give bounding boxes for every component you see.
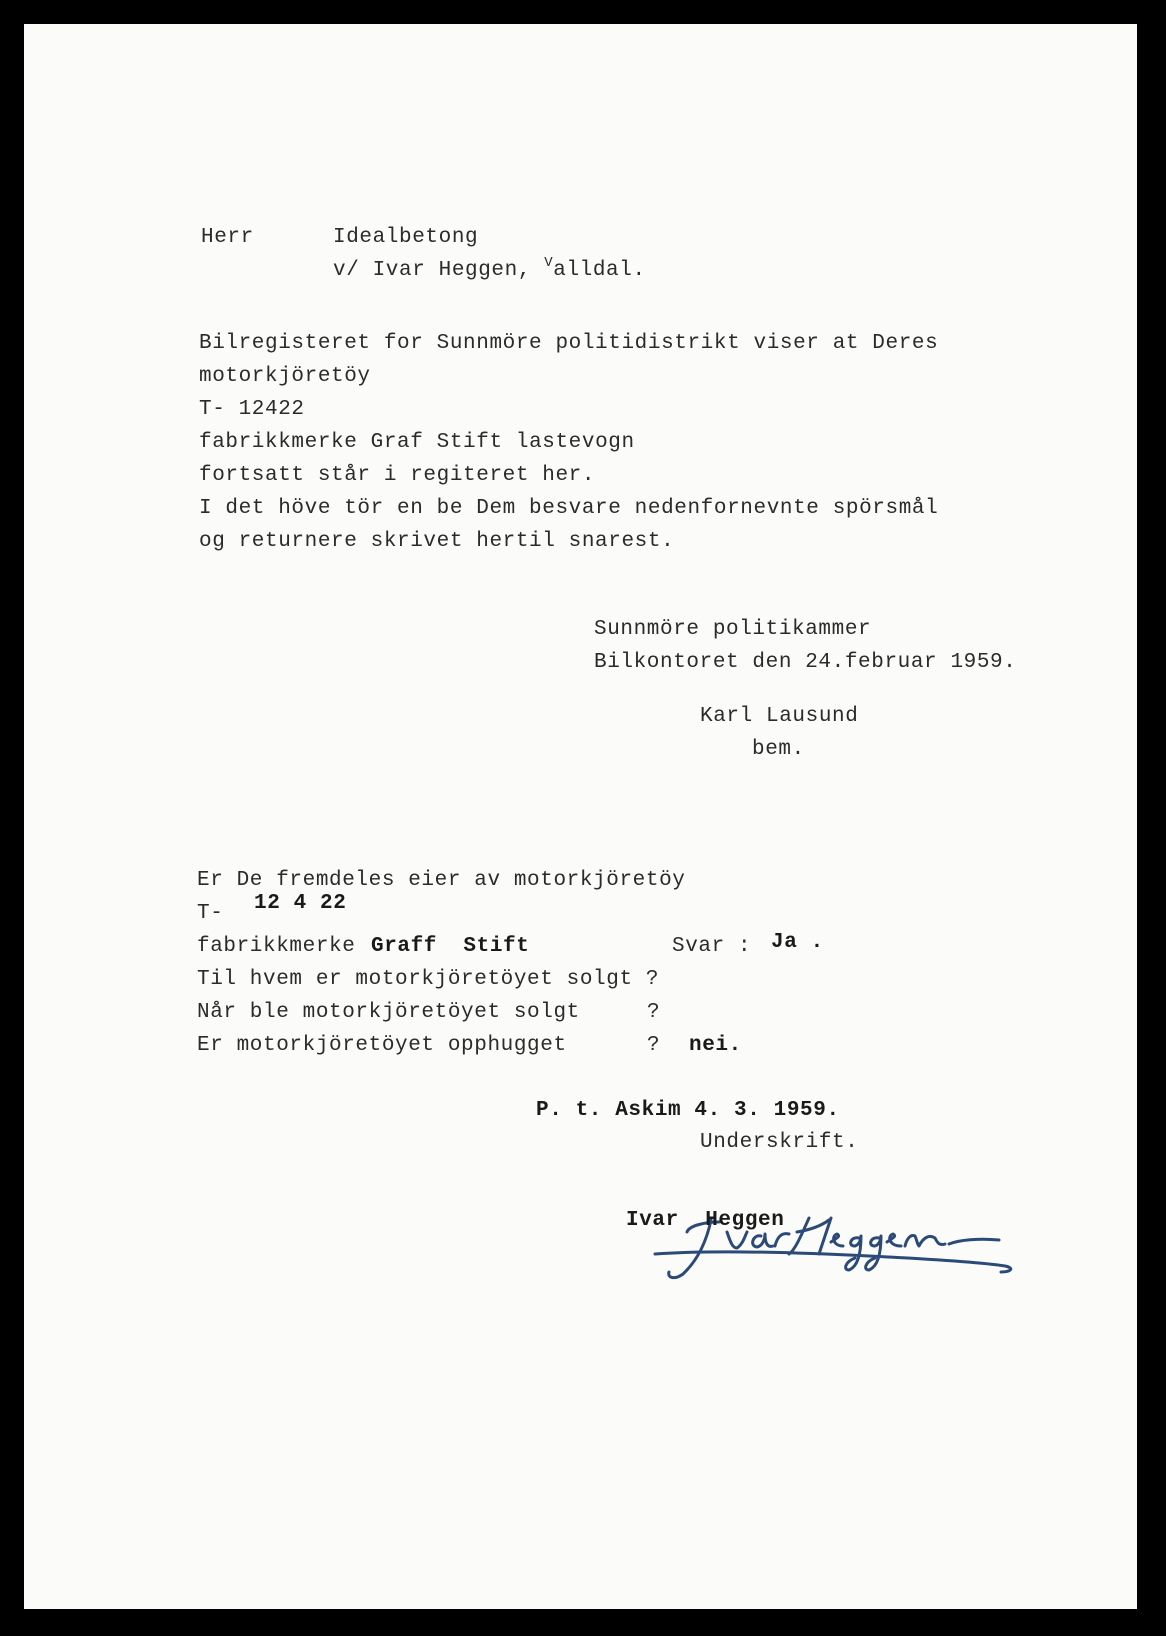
body-line-6: I det höve tör en be Dem besvare nedenfornevnte spörsmål — [199, 497, 939, 520]
place-initial: V — [544, 255, 554, 271]
question-4-answer: nei. — [689, 1034, 742, 1057]
recipient-attention — [333, 255, 646, 284]
question-3: Når ble motorkjöretöyet solgt — [197, 1001, 580, 1024]
attention-prefix: v/ Ivar Heggen, — [333, 259, 545, 282]
registration-answer: 12 4 22 — [254, 892, 347, 915]
body-line-2: motorkjöretöy — [199, 365, 371, 388]
registration-prefix: T- — [199, 398, 226, 421]
registration-line — [199, 398, 305, 422]
officer-note: bem. — [752, 738, 805, 761]
question-3-mark: ? — [647, 1001, 661, 1024]
document-page — [24, 24, 1137, 1609]
make-line — [199, 431, 635, 455]
salutation: Herr — [201, 226, 254, 249]
signature-label: Underskrift. — [700, 1131, 859, 1154]
answer-value: Ja . — [771, 931, 824, 954]
make-answer: Graff Stift — [371, 935, 530, 958]
question-4: Er motorkjöretöyet opphugget — [197, 1034, 567, 1057]
answer-label: Svar : — [672, 935, 752, 958]
sender-place-date: Bilkontoret den 24.februar 1959. — [594, 651, 1017, 674]
reply-place-date: P. t. Askim 4. 3. 1959. — [536, 1099, 840, 1122]
recipient-company: Idealbetong — [333, 226, 479, 249]
body-line-1: Bilregisteret for Sunnmöre politidistrikt viser at Deres — [199, 332, 939, 355]
question-1: Er De fremdeles eier av motorkjöretöy — [197, 869, 686, 892]
registration-number: 12422 — [238, 398, 305, 421]
make-label: fabrikkmerke — [199, 431, 358, 454]
make-value: Graf Stift lastevogn — [370, 431, 635, 454]
body-line-7: og returnere skrivet hertil snarest. — [199, 530, 675, 553]
questionnaire-reg-prefix: T- — [197, 902, 224, 925]
body-line-5: fortsatt står i regiteret her. — [199, 464, 596, 487]
question-2: Til hvem er motorkjöretöyet solgt ? — [197, 968, 660, 991]
sender-office: Sunnmöre politikammer — [594, 618, 872, 641]
questionnaire-make-label: fabrikkmerke — [197, 935, 356, 958]
place-rest: alldal. — [553, 259, 646, 282]
officer-name: Karl Lausund — [700, 705, 859, 728]
question-4-mark: ? — [647, 1034, 661, 1057]
signer-name: Ivar Heggen — [626, 1209, 785, 1232]
